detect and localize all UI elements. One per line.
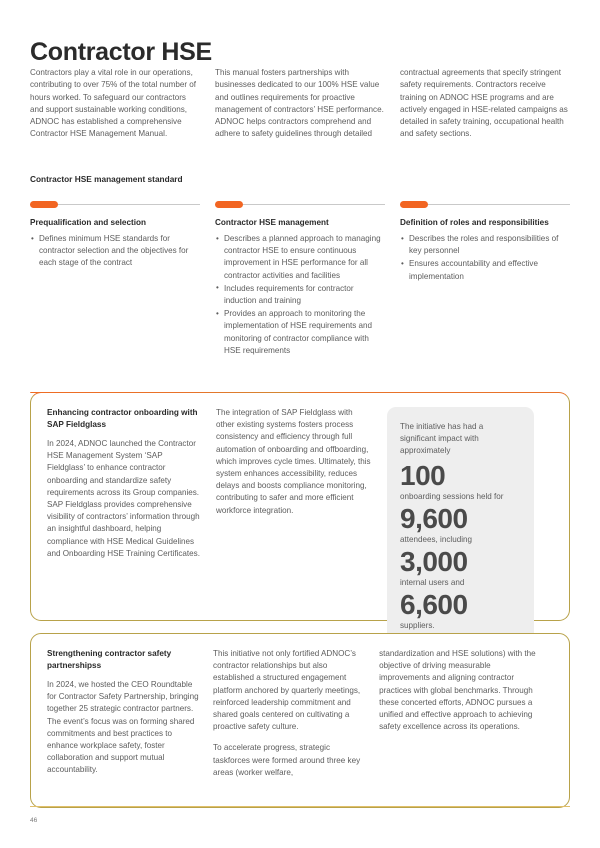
- card-body-right: standardization and HSE solutions) with the objective of driving measurable improvements and aligning contractor practices with global benchmarks. Through these concerted efforts, ADNOC pursues a unified and effective approach to achieving safety excellence across its operations.: [379, 649, 536, 732]
- intro-text-block: [30, 67, 570, 141]
- standard-column-management: [215, 200, 385, 358]
- intro-column-2: This manual fosters partnerships with businesses dedicated to our 100% HSE value and outlines requirements for proactive management of contractors’ HSE performance. ADNOC helps contractors comprehend and adhere to safety guidelines through detailed: [215, 68, 384, 139]
- card-body-middle-paragraph-1: This initiative not only fortified ADNOC’s contractor relationships but also established a structured engagement platform anchored by quarterly meetings, reinforced leadership commitment and shared goals centered on cultivating a proactive safety culture.: [213, 649, 361, 732]
- page-title: Contractor HSE: [30, 38, 212, 66]
- card-column-middle: [216, 407, 371, 610]
- card-title: Strengthening contractor safety partnershipss: [47, 649, 172, 670]
- standard-marker-2: [215, 200, 385, 210]
- card-column-middle: [213, 648, 365, 797]
- standard-column-title: Definition of roles and responsibilities: [400, 218, 549, 227]
- card-content: [47, 648, 553, 797]
- standard-marker-1: [30, 200, 200, 210]
- marker-pill-icon: [215, 201, 243, 208]
- list-item: • Includes requirements for contractor induction and training: [215, 283, 385, 307]
- stat-label-sessions: onboarding sessions held for: [400, 491, 504, 501]
- stat-label-internal-users: internal users and: [400, 577, 465, 587]
- card-column-right: [379, 648, 539, 797]
- standard-bullet-list: [400, 233, 570, 283]
- list-item: • Defines minimum HSE standards for contractor selection and the objectives for each stage of the contract: [30, 233, 200, 270]
- card-body-left: In 2024, we hosted the CEO Roundtable for Contractor Safety Partnership, bringing together 25 strategic contractor partners. The event’s focus was on forming shared commitments and best practices to enhance workplace safety, foster collaboration and support mutual accountability.: [47, 680, 199, 775]
- stat-value-suppliers: 6,600: [400, 588, 468, 620]
- list-item: • Ensures accountability and effective implementation: [400, 258, 570, 282]
- stat-label-suppliers: suppliers.: [400, 620, 435, 630]
- card-column-left: [47, 407, 202, 610]
- card-body-left: In 2024, ADNOC launched the Contractor HSE Management System ‘SAP Fieldglass’ to enhance contractor onboarding and standardize safety requirements across its Group companies. SAP Fieldglass provides comprehensive visibility of contractors’ information through an insightful dashboard, helping compliance with HSE Medical Guidelines and Onboarding HSE Training Certificates.: [47, 439, 200, 558]
- card-sap-fieldglass: [30, 392, 570, 630]
- stat-value-sessions: 100: [400, 459, 446, 491]
- standard-column-prequalification: [30, 200, 200, 358]
- marker-pill-icon: [30, 201, 58, 208]
- statistics-lead-text: The initiative has had a significant impact with approximately: [400, 422, 484, 456]
- standard-column-roles: [400, 200, 570, 358]
- standard-column-title: Contractor HSE management: [215, 218, 329, 227]
- standard-marker-3: [400, 200, 570, 210]
- stat-value-internal-users: 3,000: [400, 545, 468, 577]
- intro-column-1: Contractors play a vital role in our operations, contributing to over 75% of the total number of hours worked. To safeguard our contractors and support sustainable working conditions, ADNOC has established a comprehensive Contractor HSE Management Manual.: [30, 68, 197, 139]
- page-number: 46: [30, 817, 38, 824]
- stat-value-attendees: 9,600: [400, 502, 468, 534]
- stat-label-attendees: attendees, including: [400, 534, 472, 544]
- standard-section-heading: Contractor HSE management standard: [30, 174, 183, 184]
- standard-column-title: Prequalification and selection: [30, 218, 147, 227]
- list-item: • Describes a planned approach to managing contractor HSE to ensure continuous improvement in HSE performance for all contractor activities and facilities: [215, 233, 385, 282]
- card-body-middle-paragraph-2: To accelerate progress, strategic taskforces were formed around three key areas (worker welfare,: [213, 743, 361, 777]
- card-body-middle: The integration of SAP Fieldglass with other existing systems fosters process consistency and efficiency through full automation of onboarding and offboarding, which improves cycle times. Ultimately, this system enhances accessibility, reduces delays and boosts compliance monitoring, contributing to safer and more efficient workforce integration.: [216, 408, 371, 515]
- card-safety-partnerships: [30, 633, 570, 808]
- card-title: Enhancing contractor onboarding with SAP Fieldglass: [47, 408, 198, 429]
- standard-columns: [30, 200, 570, 358]
- list-item: • Provides an approach to monitoring the implementation of HSE requirements and monitoring of contractor compliance with HSE requirements: [215, 308, 385, 357]
- card-content: [47, 407, 553, 630]
- statistics-panel: [387, 407, 534, 645]
- card-column-left: [47, 648, 199, 797]
- standard-bullet-list: [30, 233, 200, 270]
- standard-bullet-list: [215, 233, 385, 357]
- footer-divider: [30, 806, 570, 807]
- intro-column-3: contractual agreements that specify stringent safety requirements. Contractors receive training on ADNOC HSE programs and are actively engaged in HSE-related campaigns as detailed in safety training, occupational health and safety sections.: [400, 68, 568, 139]
- list-item: • Describes the roles and responsibilities of key personnel: [400, 233, 570, 257]
- marker-pill-icon: [400, 201, 428, 208]
